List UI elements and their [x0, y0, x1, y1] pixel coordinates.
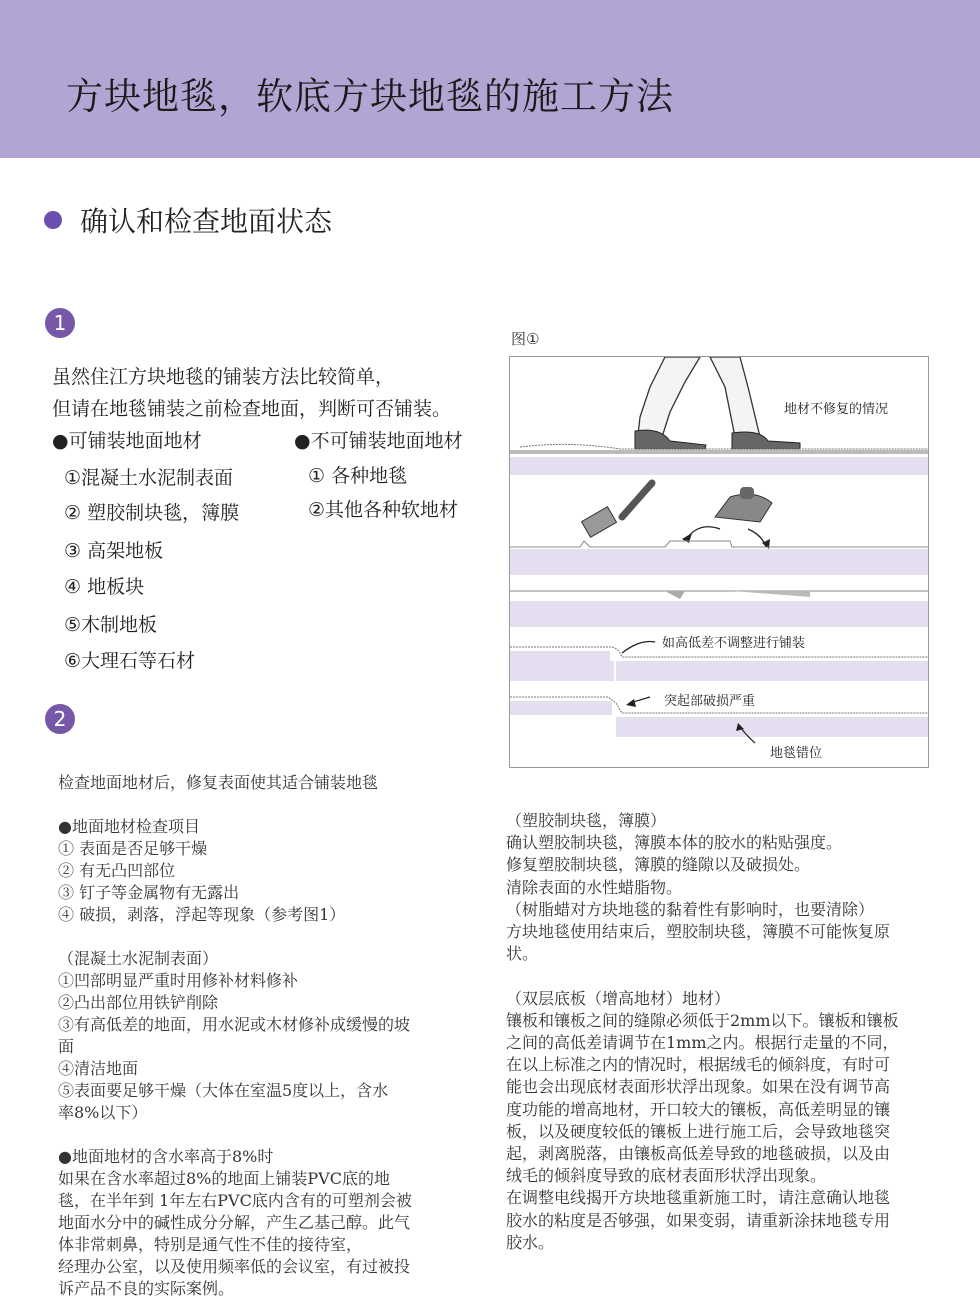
body-text-line: 起，剥离脱落，由镶板高低差导致的地毯破损，以及由: [506, 1144, 891, 1163]
trowel-tool-icon: [715, 487, 772, 522]
caption-no-adjust: 如高低差不调整进行铺装: [662, 636, 806, 651]
ok-floor-item: ② 塑胶制块毯，簿膜: [64, 502, 240, 524]
step2-intro: 检查地面地材后，修复表面使其适合铺装地毯: [58, 773, 379, 792]
body-text-line: 诉产品不良的实际案例。: [58, 1279, 235, 1298]
body-text-line: 能也会出现底材表面形状浮出现象。如果在没有调节高: [506, 1077, 891, 1097]
body-text-line: 度功能的增高地材，开口较大的镶板，高低差明显的镶: [506, 1099, 891, 1119]
body-text-line: ① 表面是否足够干燥: [58, 839, 208, 858]
bullet-dot-icon: [44, 211, 62, 229]
body-text-line: ③有高低差的地面，用水泥或木材修补成缓慢的坡: [58, 1015, 411, 1034]
body-text-line: （混凝土水泥制表面）: [58, 949, 219, 968]
body-text-line: 如果在含水率超过8%的地面上铺装PVC底的地: [58, 1169, 390, 1188]
body-text-line: ④ 破损，剥落，浮起等现象（参考图1）: [58, 905, 346, 924]
body-text-line: ④清洁地面: [58, 1059, 139, 1078]
body-text-line: 体非常刺鼻，特别是通气性不佳的接待室，: [58, 1235, 363, 1254]
body-text-line: 胶水的粘度是否够强，如果变弱，请重新涂抹地毯专用: [506, 1210, 891, 1230]
step-1-badge: 1: [45, 308, 75, 338]
ok-floor-item: ③ 高架地板: [64, 540, 164, 562]
body-text-line: 板，以及硬度较低的镶板上进行施工后，会导致地毯突: [506, 1121, 891, 1141]
ok-floor-item: ⑥大理石等石材: [64, 650, 196, 672]
figure-label: 图①: [511, 330, 540, 348]
step-2-badge: 2: [45, 704, 75, 734]
body-text-line: 面: [58, 1037, 75, 1056]
step1-intro-line: 但请在地毯铺装之前检查地面，判断可否铺装。: [52, 398, 452, 420]
ng-floor-title: ●不可铺装地面地材: [294, 430, 463, 452]
body-text-line: 在调整电线揭开方块地毯重新施工时，请注意确认地毯: [506, 1188, 891, 1208]
body-text-line: 绒毛的倾斜度导致的底材表面形状浮出现象。: [506, 1166, 827, 1186]
caption-misalign: 地毯错位: [770, 746, 823, 761]
body-text-line: 镶板和镶板之间的缝隙必须低于2mm以下。镶板和镶板: [506, 1010, 899, 1030]
header-banner: [0, 0, 980, 158]
ok-floor-item: ④ 地板块: [64, 576, 145, 598]
body-text-line: 确认塑胶制块毯，簿膜本体的胶水的粘贴强度。: [506, 833, 843, 853]
body-text-line: 胶水。: [506, 1232, 555, 1252]
body-text-line: 之间的高低差请调节在1mm之内。根据行走量的不同，: [506, 1033, 899, 1052]
walking-person-illustration: [635, 357, 800, 449]
body-text-line: ② 有无凸凹部位: [58, 861, 176, 880]
body-text-line: 修复塑胶制块毯，簿膜的缝隙以及破损处。: [506, 855, 811, 875]
body-text-line: （树脂蜡对方块地毯的黏着性有影响时，也要清除）: [506, 899, 875, 919]
body-text-line: （双层底板（增高地材）地材）: [506, 988, 731, 1008]
ok-floor-item: ⑤木制地板: [64, 614, 158, 636]
body-text-line: 地面水分中的碱性成分分解，产生乙基己醇。此气: [58, 1213, 411, 1232]
body-text-line: ⑤表面要足够干燥（大体在室温5度以上，含水: [58, 1081, 389, 1100]
body-text-line: 毯，在半年到 1年左右PVC底内含有的可塑剂会被: [58, 1191, 412, 1210]
page-title: 方块地毯，软底方块地毯的施工方法: [66, 75, 674, 118]
body-text-line: 在以上标准之内的情况时，根据绒毛的倾斜度，有时可: [506, 1055, 891, 1075]
body-text-line: ③ 钉子等金属物有无露出: [58, 883, 240, 902]
body-text-line: 方块地毯使用结束后，塑胶制块毯，簿膜不可能恢复原: [506, 922, 891, 941]
body-text-line: ●地面地材检查项目: [58, 817, 200, 836]
scraper-tool-icon: [582, 483, 652, 537]
step1-intro-line: 虽然住江方块地毯的铺装方法比较简单，: [52, 366, 395, 388]
ok-floor-title: ●可铺装地面地材: [52, 430, 202, 452]
section-heading: [44, 200, 332, 240]
body-text-line: 状。: [506, 944, 539, 964]
body-text-line: 经理办公室，以及使用频率低的会议室，有过被投: [58, 1257, 411, 1276]
ng-floor-item: ① 各种地毯: [308, 465, 408, 487]
body-text-line: 率8%以下）: [58, 1103, 148, 1122]
body-text-line: ①凹部明显严重时用修补材料修补: [58, 971, 299, 990]
body-text-line: ②凸出部位用铁铲削除: [58, 993, 219, 1012]
ok-floor-item: ①混凝土水泥制表面: [64, 467, 234, 489]
section-title: 确认和检查地面状态: [80, 205, 333, 238]
body-text-line: 清除表面的水性蜡脂物。: [506, 877, 683, 897]
caption-damage: 突起部破损严重: [664, 694, 756, 709]
body-text-line: ●地面地材的含水率高于8%时: [58, 1147, 274, 1166]
ng-floor-item: ②其他各种软地材: [308, 499, 459, 521]
body-text-line: （塑胶制块毯，簿膜）: [506, 811, 667, 830]
caption-no-repair: 地材不修复的情况: [784, 402, 889, 417]
